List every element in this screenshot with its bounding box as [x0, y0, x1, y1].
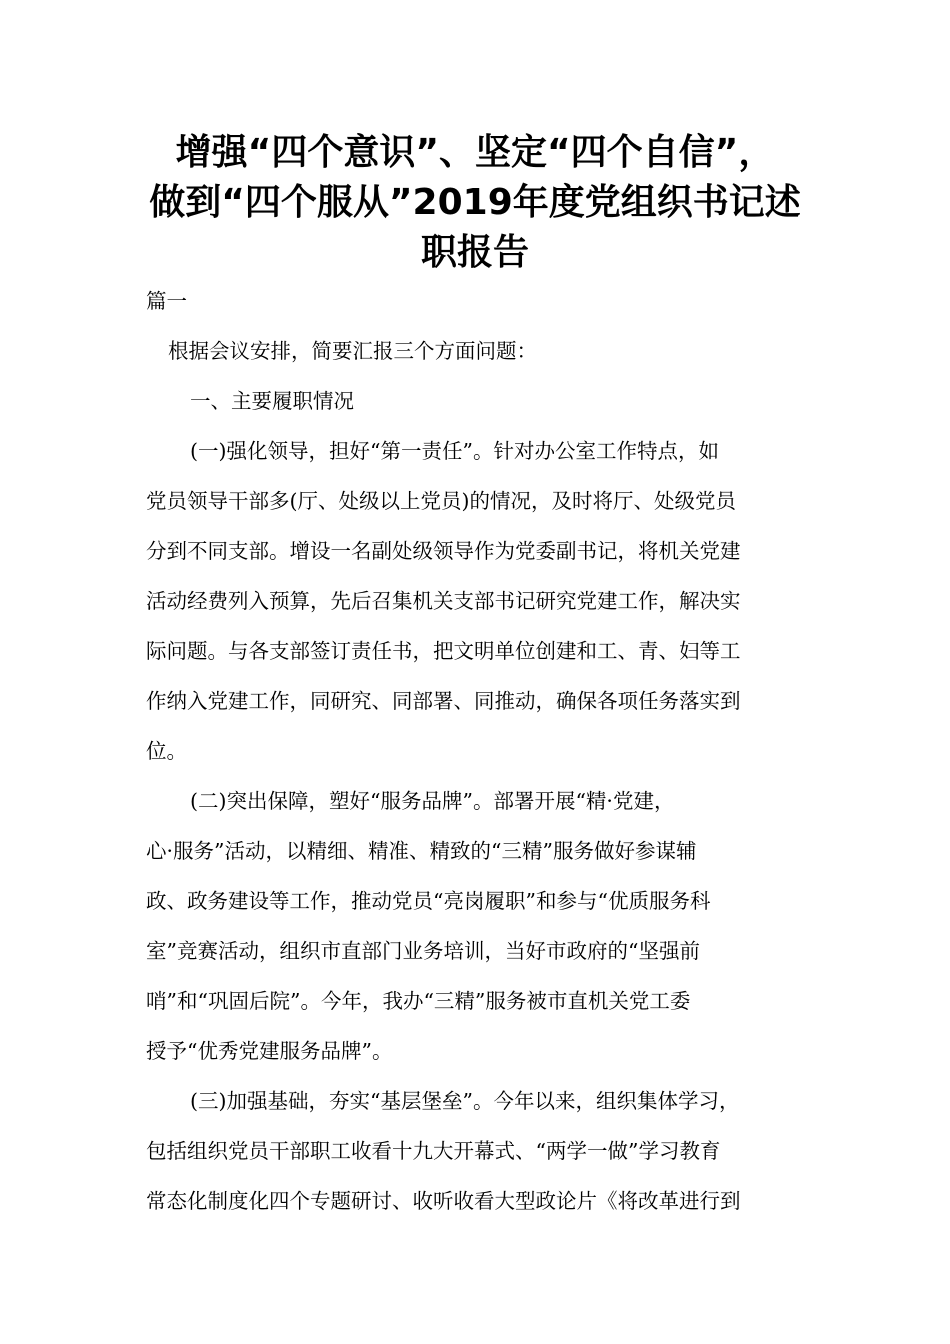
paragraph-line: (二)突出保障，塑好“服务品牌”。部署开展“精·党建， — [190, 789, 675, 813]
paragraph-line: 政、政务建设等工作，推动党员“亮岗履职”和参与“优质服务科 — [146, 889, 711, 913]
paragraph-line: 根据会议安排，简要汇报三个方面问题： — [168, 339, 537, 363]
paragraph-line: 常态化制度化四个专题研讨、收听收看大型政论片《将改革进行到 — [146, 1189, 741, 1213]
paragraph-line: 分到不同支部。增设一名副处级领导作为党委副书记，将机关党建 — [146, 539, 741, 563]
paragraph-line: (三)加强基础，夯实“基层堡垒”。今年以来，组织集体学习， — [190, 1089, 740, 1113]
paragraph-line: 作纳入党建工作，同研究、同部署、同推动，确保各项任务落实到 — [146, 689, 741, 713]
paragraph-line: (一)强化领导，担好“第一责任”。针对办公室工作特点，如 — [190, 439, 719, 463]
title-line-2: 做到“四个服从”2019年度党组织书记述 — [149, 182, 801, 223]
paragraph-line: 际问题。与各支部签订责任书，把文明单位创建和工、青、妇等工 — [146, 639, 741, 663]
document-title — [120, 128, 830, 278]
paragraph-line: 哨”和“巩固后院”。今年，我办“三精”服务被市直机关党工委 — [146, 989, 691, 1013]
paragraph-line: 位。 — [146, 739, 187, 763]
title-line-3: 职报告 — [420, 232, 529, 273]
paragraph-line: 室”竞赛活动，组织市直部门业务培训，当好市政府的“坚强前 — [146, 939, 700, 963]
section-label: 篇一 — [146, 289, 187, 313]
paragraph-line: 心·服务”活动，以精细、精准、精致的“三精”服务做好参谋辅 — [146, 839, 697, 863]
heading-line: 一、主要履职情况 — [190, 389, 354, 413]
paragraph-line: 活动经费列入预算，先后召集机关支部书记研究党建工作，解决实 — [146, 589, 741, 613]
paragraph-line: 包括组织党员干部职工收看十九大开幕式、“两学一做”学习教育 — [146, 1139, 721, 1163]
document-body — [146, 276, 810, 1226]
paragraph-line: 授予“优秀党建服务品牌”。 — [146, 1039, 393, 1063]
paragraph-line: 党员领导干部多(厅、处级以上党员)的情况，及时将厅、处级党员 — [146, 489, 736, 513]
title-line-1: 增强“四个意识”、坚定“四个自信”， — [175, 132, 775, 173]
